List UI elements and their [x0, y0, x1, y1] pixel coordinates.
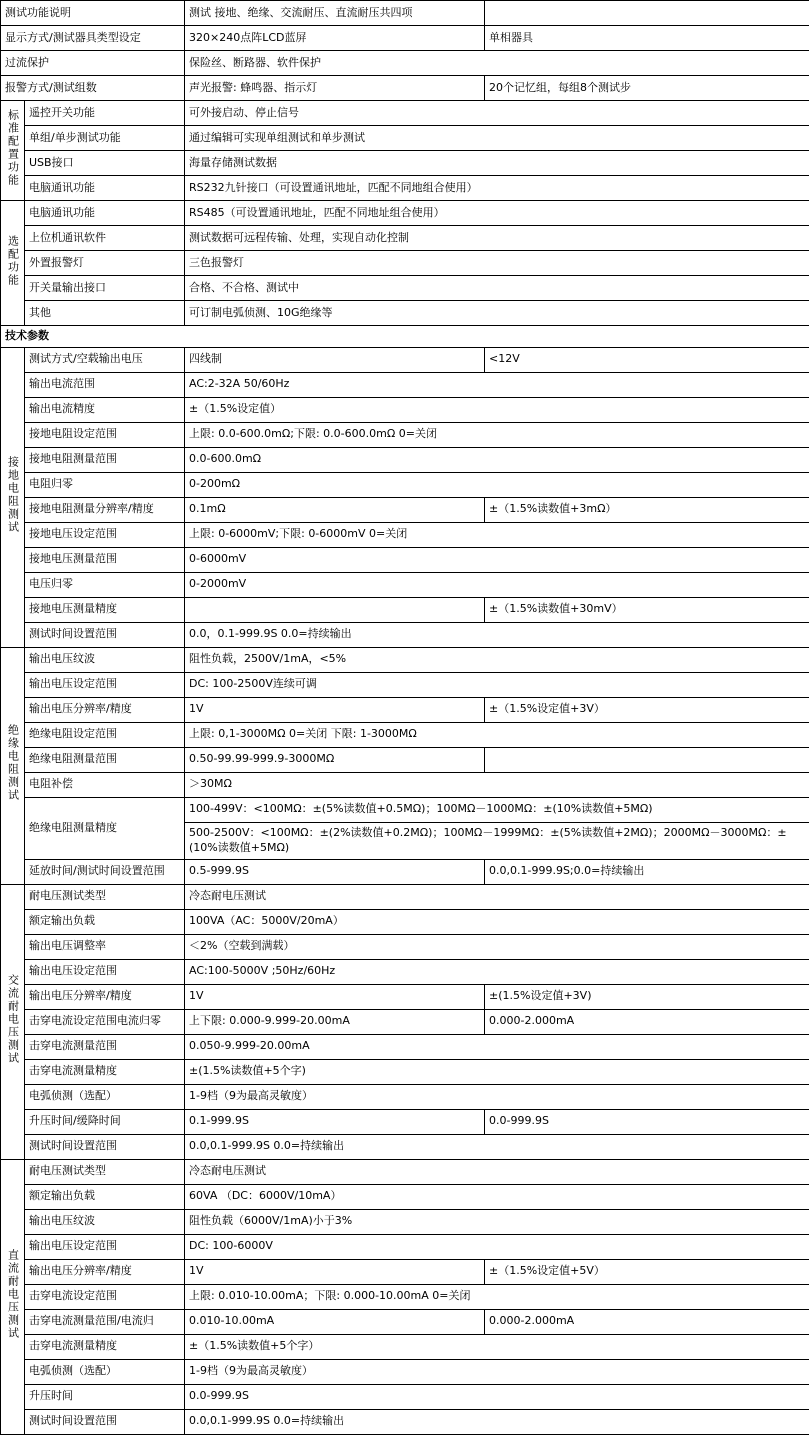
- row-value-1: 1-9档（9为最高灵敏度）: [185, 1359, 809, 1384]
- row-label: 上位机通讯软件: [25, 226, 185, 251]
- row-value-1: RS485（可设置通讯地址，匹配不同地址组合使用）: [185, 201, 809, 226]
- table-row: [1, 772, 809, 797]
- table-row: [1, 176, 809, 201]
- section-header-tech-params: 技术参数: [1, 326, 809, 348]
- row-value-1: 阻性负载（6000V/1mA)小于3%: [185, 1209, 809, 1234]
- row-value-1: 0-2000mV: [185, 572, 809, 597]
- row-value-1: 三色报警灯: [185, 251, 809, 276]
- table-row: [1, 884, 809, 909]
- table-row: [1, 1084, 809, 1109]
- row-label: 击穿电流测量范围/电流归: [25, 1309, 185, 1334]
- row-label: 电脑通讯功能: [25, 201, 185, 226]
- category-standard-config: [1, 101, 25, 201]
- table-row: [1, 251, 809, 276]
- table-row: [1, 859, 809, 884]
- row-label: USB接口: [25, 151, 185, 176]
- table-row: [1, 959, 809, 984]
- row-value-1: [185, 597, 485, 622]
- row-label: 电阻补偿: [25, 772, 185, 797]
- row-label: 绝缘电阻测量精度: [25, 797, 185, 859]
- row-label: 电阻归零: [25, 472, 185, 497]
- row-label: 输出电压纹波: [25, 647, 185, 672]
- row-value-1: 海量存储测试数据: [185, 151, 809, 176]
- table-row: [1, 1109, 809, 1134]
- row-label: 延放时间/测试时间设置范围: [25, 859, 185, 884]
- row-value-accuracy-line2: 500-2500V：<100MΩ：±(2%读数值+0.2MΩ)；100MΩ－1999MΩ：±(5%读数值+2MΩ)；2000MΩ－3000MΩ：±(10%读数值+5MΩ): [185, 822, 809, 859]
- spec-table-body: [1, 1, 809, 1435]
- table-row: [1, 1034, 809, 1059]
- row-label: 击穿电流测量精度: [25, 1059, 185, 1084]
- row-value-1: 1-9档（9为最高灵敏度）: [185, 1084, 809, 1109]
- table-row: [1, 1184, 809, 1209]
- row-value-1: 0.0,0.1-999.9S 0.0=持续输出: [185, 1409, 809, 1434]
- row-value-1: 0-6000mV: [185, 547, 809, 572]
- row-value-1: 可订制电弧侦测、10G绝缘等: [185, 301, 809, 326]
- row-label: 击穿电流测量范围: [25, 1034, 185, 1059]
- table-row: [1, 397, 809, 422]
- row-value-1: 上限: 0-6000mV;下限: 0-6000mV 0=关闭: [185, 522, 809, 547]
- row-value-1: 0.1-999.9S: [185, 1109, 485, 1134]
- table-row: [1, 647, 809, 672]
- row-value-1: ＞30MΩ: [185, 772, 809, 797]
- row-value-1: ±（1.5%读数值+5个字）: [185, 1334, 809, 1359]
- table-row: [1, 622, 809, 647]
- row-value-1: 1V: [185, 697, 485, 722]
- row-label: 耐电压测试类型: [25, 884, 185, 909]
- row-value-2: 单相器具: [485, 26, 809, 51]
- row-value-1: 60VA （DC：6000V/10mA）: [185, 1184, 809, 1209]
- table-row: [1, 76, 809, 101]
- category-label: 选配功能: [6, 235, 18, 287]
- table-row: [1, 422, 809, 447]
- row-value-1: 1V: [185, 1259, 485, 1284]
- row-value-1: 0.050-9.999-20.00mA: [185, 1034, 809, 1059]
- row-value-1: 合格、不合格、测试中: [185, 276, 809, 301]
- row-label: 升压时间: [25, 1384, 185, 1409]
- row-value-1: 可外接启动、停止信号: [185, 101, 809, 126]
- row-label: 击穿电流设定范围: [25, 1284, 185, 1309]
- row-value-1: 声光报警: 蜂鸣器、指示灯: [185, 76, 485, 101]
- table-row: [1, 1359, 809, 1384]
- row-label: 输出电压设定范围: [25, 1234, 185, 1259]
- row-label: 测试方式/空载输出电压: [25, 347, 185, 372]
- row-label: 接地电压设定范围: [25, 522, 185, 547]
- row-value-2: 0.0-999.9S: [485, 1109, 809, 1134]
- row-value-1: ＜2%（空载到满载）: [185, 934, 809, 959]
- table-row: [1, 597, 809, 622]
- category-dc-withstand: [1, 1159, 25, 1434]
- table-row: [1, 572, 809, 597]
- row-value-1: ±(1.5%读数值+5个字): [185, 1059, 809, 1084]
- row-label: 接地电阻设定范围: [25, 422, 185, 447]
- category-label: 标准配置功能: [6, 109, 18, 187]
- table-row: [1, 226, 809, 251]
- row-label: 额定输出负载: [25, 1184, 185, 1209]
- category-ac-withstand: [1, 884, 25, 1159]
- table-row: [1, 1284, 809, 1309]
- row-label: 输出电压分辨率/精度: [25, 984, 185, 1009]
- row-label: 接地电阻测量范围: [25, 447, 185, 472]
- row-value-1: 上限: 0,1-3000MΩ 0=关闭 下限: 1-3000MΩ: [185, 722, 809, 747]
- row-label: 遥控开关功能: [25, 101, 185, 126]
- row-value-1: 上下限: 0.000-9.999-20.00mA: [185, 1009, 485, 1034]
- row-label: 接地电压测量精度: [25, 597, 185, 622]
- table-row: [1, 909, 809, 934]
- row-label: 过流保护: [1, 51, 185, 76]
- row-label: 显示方式/测试器具类型设定: [1, 26, 185, 51]
- row-value-1: 上限: 0.010-10.00mA；下限: 0.000-10.00mA 0=关闭: [185, 1284, 809, 1309]
- row-value-1: DC: 100-6000V: [185, 1234, 809, 1259]
- table-row: [1, 747, 809, 772]
- row-value-1: RS232九针接口（可设置通讯地址，匹配不同地组合使用）: [185, 176, 809, 201]
- row-value-1: AC:2-32A 50/60Hz: [185, 372, 809, 397]
- row-label: 输出电压调整率: [25, 934, 185, 959]
- row-value-1: 通过编辑可实现单组测试和单步测试: [185, 126, 809, 151]
- table-row: [1, 797, 809, 822]
- row-value-1: 0.0-600.0mΩ: [185, 447, 809, 472]
- row-value-1: 320×240点阵LCD蓝屏: [185, 26, 485, 51]
- table-row: [1, 547, 809, 572]
- row-label: 报警方式/测试组数: [1, 76, 185, 101]
- row-value-1: AC:100-5000V ;50Hz/60Hz: [185, 959, 809, 984]
- table-row: [1, 372, 809, 397]
- table-row: [1, 722, 809, 747]
- table-row: [1, 984, 809, 1009]
- row-value-accuracy-line1: 100-499V：<100MΩ：±(5%读数值+0.5MΩ)；100MΩ－1000MΩ：±(10%读数值+5MΩ): [185, 797, 809, 822]
- row-label: 开关量输出接口: [25, 276, 185, 301]
- table-row: [1, 1059, 809, 1084]
- table-row: [1, 497, 809, 522]
- row-value-1: 0.5-999.9S: [185, 859, 485, 884]
- category-label: 交流耐电压测试: [6, 974, 18, 1065]
- table-row: [1, 201, 809, 226]
- category-optional-config: [1, 201, 25, 326]
- row-label: 电压归零: [25, 572, 185, 597]
- row-label: 接地电压测量范围: [25, 547, 185, 572]
- table-row: [1, 1009, 809, 1034]
- category-label: 直流耐电压测试: [6, 1249, 18, 1340]
- row-value-1: 上限: 0.0-600.0mΩ;下限: 0.0-600.0mΩ 0=关闭: [185, 422, 809, 447]
- row-value-2: [485, 1, 809, 26]
- row-value-1: 冷态耐电压测试: [185, 884, 809, 909]
- row-label: 单组/单步测试功能: [25, 126, 185, 151]
- row-value-2: 0.0,0.1-999.9S;0.0=持续输出: [485, 859, 809, 884]
- row-value-2: ±（1.5%读数值+30mV）: [485, 597, 809, 622]
- row-label: 绝缘电阻设定范围: [25, 722, 185, 747]
- row-value-1: 四线制: [185, 347, 485, 372]
- row-value-2: ±（1.5%设定值+5V）: [485, 1259, 809, 1284]
- row-label: 额定输出负载: [25, 909, 185, 934]
- row-value-2: <12V: [485, 347, 809, 372]
- table-row: [1, 1134, 809, 1159]
- row-value-1: 0.0-999.9S: [185, 1384, 809, 1409]
- row-label: 电弧侦测（选配）: [25, 1084, 185, 1109]
- row-label: 击穿电流设定范围电流归零: [25, 1009, 185, 1034]
- row-value-1: 0.0,0.1-999.9S 0.0=持续输出: [185, 1134, 809, 1159]
- table-row: [1, 1384, 809, 1409]
- row-value-1: 阻性负载，2500V/1mA，<5%: [185, 647, 809, 672]
- table-row: [1, 1259, 809, 1284]
- row-label: 输出电流范围: [25, 372, 185, 397]
- table-row: [1, 276, 809, 301]
- row-value-1: 冷态耐电压测试: [185, 1159, 809, 1184]
- row-label: 电弧侦测（选配）: [25, 1359, 185, 1384]
- row-label: 击穿电流测量精度: [25, 1334, 185, 1359]
- row-label: 输出电压纹波: [25, 1209, 185, 1234]
- table-row: [1, 101, 809, 126]
- table-row: [1, 1409, 809, 1434]
- table-row: [1, 1209, 809, 1234]
- table-row: [1, 151, 809, 176]
- table-row: [1, 1334, 809, 1359]
- row-label: 测试功能说明: [1, 1, 185, 26]
- table-row: [1, 26, 809, 51]
- row-label: 测试时间设置范围: [25, 1134, 185, 1159]
- row-label: 测试时间设置范围: [25, 1409, 185, 1434]
- row-value-2: 0.000-2.000mA: [485, 1009, 809, 1034]
- table-row: [1, 51, 809, 76]
- table-row: [1, 326, 809, 348]
- table-row: [1, 347, 809, 372]
- row-label: 测试时间设置范围: [25, 622, 185, 647]
- row-label: 绝缘电阻测量范围: [25, 747, 185, 772]
- row-value-1: 0.010-10.00mA: [185, 1309, 485, 1334]
- row-value-1: 测试 接地、绝缘、交流耐压、直流耐压共四项: [185, 1, 485, 26]
- table-row: [1, 1234, 809, 1259]
- table-row: [1, 697, 809, 722]
- row-value-2: [485, 747, 809, 772]
- category-ground-resistance: [1, 347, 25, 647]
- category-insulation-resistance: [1, 647, 25, 884]
- row-value-2: ±(1.5%设定值+3V): [485, 984, 809, 1009]
- category-label: 绝缘电阻测试: [6, 724, 18, 802]
- row-label: 外置报警灯: [25, 251, 185, 276]
- row-value-1: 0.50-99.99-999.9-3000MΩ: [185, 747, 485, 772]
- row-value-1: 0-200mΩ: [185, 472, 809, 497]
- table-row: [1, 672, 809, 697]
- table-row: [1, 1159, 809, 1184]
- row-value-1: 100VA（AC：5000V/20mA）: [185, 909, 809, 934]
- row-value-2: ±（1.5%读数值+3mΩ）: [485, 497, 809, 522]
- row-label: 耐电压测试类型: [25, 1159, 185, 1184]
- table-row: [1, 447, 809, 472]
- table-row: [1, 934, 809, 959]
- row-value-2: 20个记忆组，每组8个测试步: [485, 76, 809, 101]
- row-label: 输出电压分辨率/精度: [25, 697, 185, 722]
- table-row: [1, 522, 809, 547]
- table-row: [1, 301, 809, 326]
- row-value-2: 0.000-2.000mA: [485, 1309, 809, 1334]
- row-label: 电脑通讯功能: [25, 176, 185, 201]
- row-value-1: 测试数据可远程传输、处理，实现自动化控制: [185, 226, 809, 251]
- table-row: [1, 1, 809, 26]
- row-label: 其他: [25, 301, 185, 326]
- row-value-1: ±（1.5%设定值）: [185, 397, 809, 422]
- row-value-1: 保险丝、断路器、软件保护: [185, 51, 809, 76]
- table-row: [1, 472, 809, 497]
- row-label: 输出电压设定范围: [25, 672, 185, 697]
- row-value-1: 1V: [185, 984, 485, 1009]
- table-row: [1, 1309, 809, 1334]
- table-row: [1, 126, 809, 151]
- row-label: 输出电压设定范围: [25, 959, 185, 984]
- row-value-1: 0.0，0.1-999.9S 0.0=持续输出: [185, 622, 809, 647]
- row-label: 接地电阻测量分辨率/精度: [25, 497, 185, 522]
- row-label: 输出电流精度: [25, 397, 185, 422]
- row-label: 输出电压分辨率/精度: [25, 1259, 185, 1284]
- row-value-1: 0.1mΩ: [185, 497, 485, 522]
- row-value-2: ±（1.5%设定值+3V）: [485, 697, 809, 722]
- row-value-1: DC: 100-2500V连续可调: [185, 672, 809, 697]
- category-label: 接地电阻测试: [6, 456, 18, 534]
- row-label: 升压时间/缓降时间: [25, 1109, 185, 1134]
